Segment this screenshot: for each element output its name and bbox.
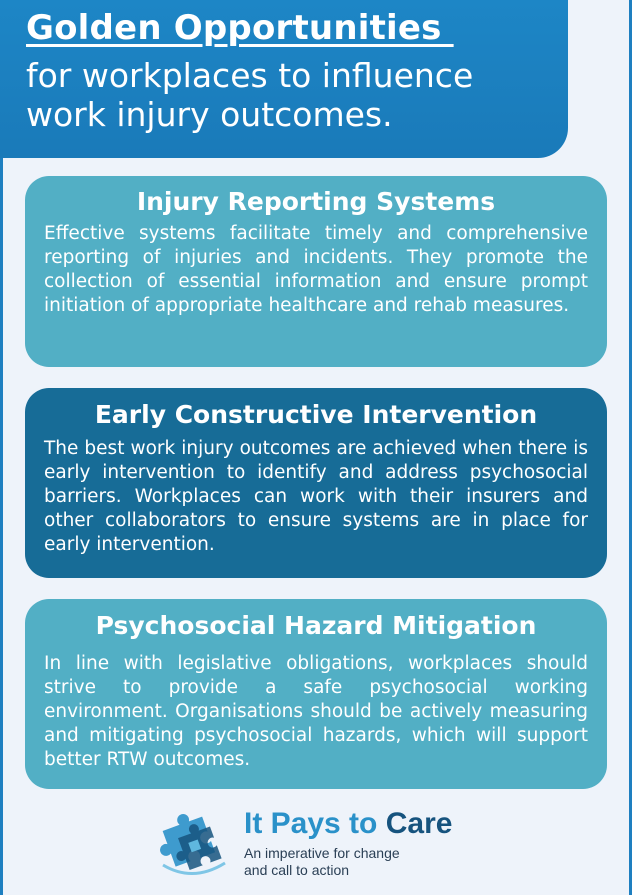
interlocking-puzzle-logo-icon [155, 805, 233, 883]
card-title: Psychosocial Hazard Mitigation [95, 611, 537, 640]
logo-name-part1: It Pays to [244, 807, 386, 840]
header-banner [0, 0, 568, 158]
card-body: The best work injury outcomes are achieved when there is early intervention to identify and address psychosocial barriers. Workplaces can work with their insurers and other collaborators to ensure systems are in place for early intervention. [44, 438, 588, 555]
page-subtitle: for workplaces to influence work injury outcomes. [26, 56, 474, 134]
page-title: Golden Opportunities [26, 8, 454, 48]
card-title: Early Constructive Intervention [94, 400, 538, 429]
card-psychosocial-hazard [25, 599, 607, 789]
logo-name [244, 807, 452, 841]
card-body: In line with legislative obligations, workplaces should strive to provide a safe psychosocial working environment. Organisations should be actively measuring and mitigating psychosocial hazards, which will support better RTW outcomes. [44, 653, 588, 770]
it-pays-to-care-logo [155, 805, 495, 885]
card-early-intervention [25, 388, 607, 578]
card-injury-reporting [25, 176, 607, 367]
card-title: Injury Reporting Systems [136, 187, 496, 216]
logo-name-part2: Care [385, 807, 453, 840]
card-body: Effective systems facilitate timely and comprehensive reporting of injuries and incidents. They promote the collection of essential information and ensure prompt initiation of appropriate healthcare and rehab measures. [44, 223, 588, 316]
logo-tagline: An imperative for change and call to action [244, 845, 400, 878]
